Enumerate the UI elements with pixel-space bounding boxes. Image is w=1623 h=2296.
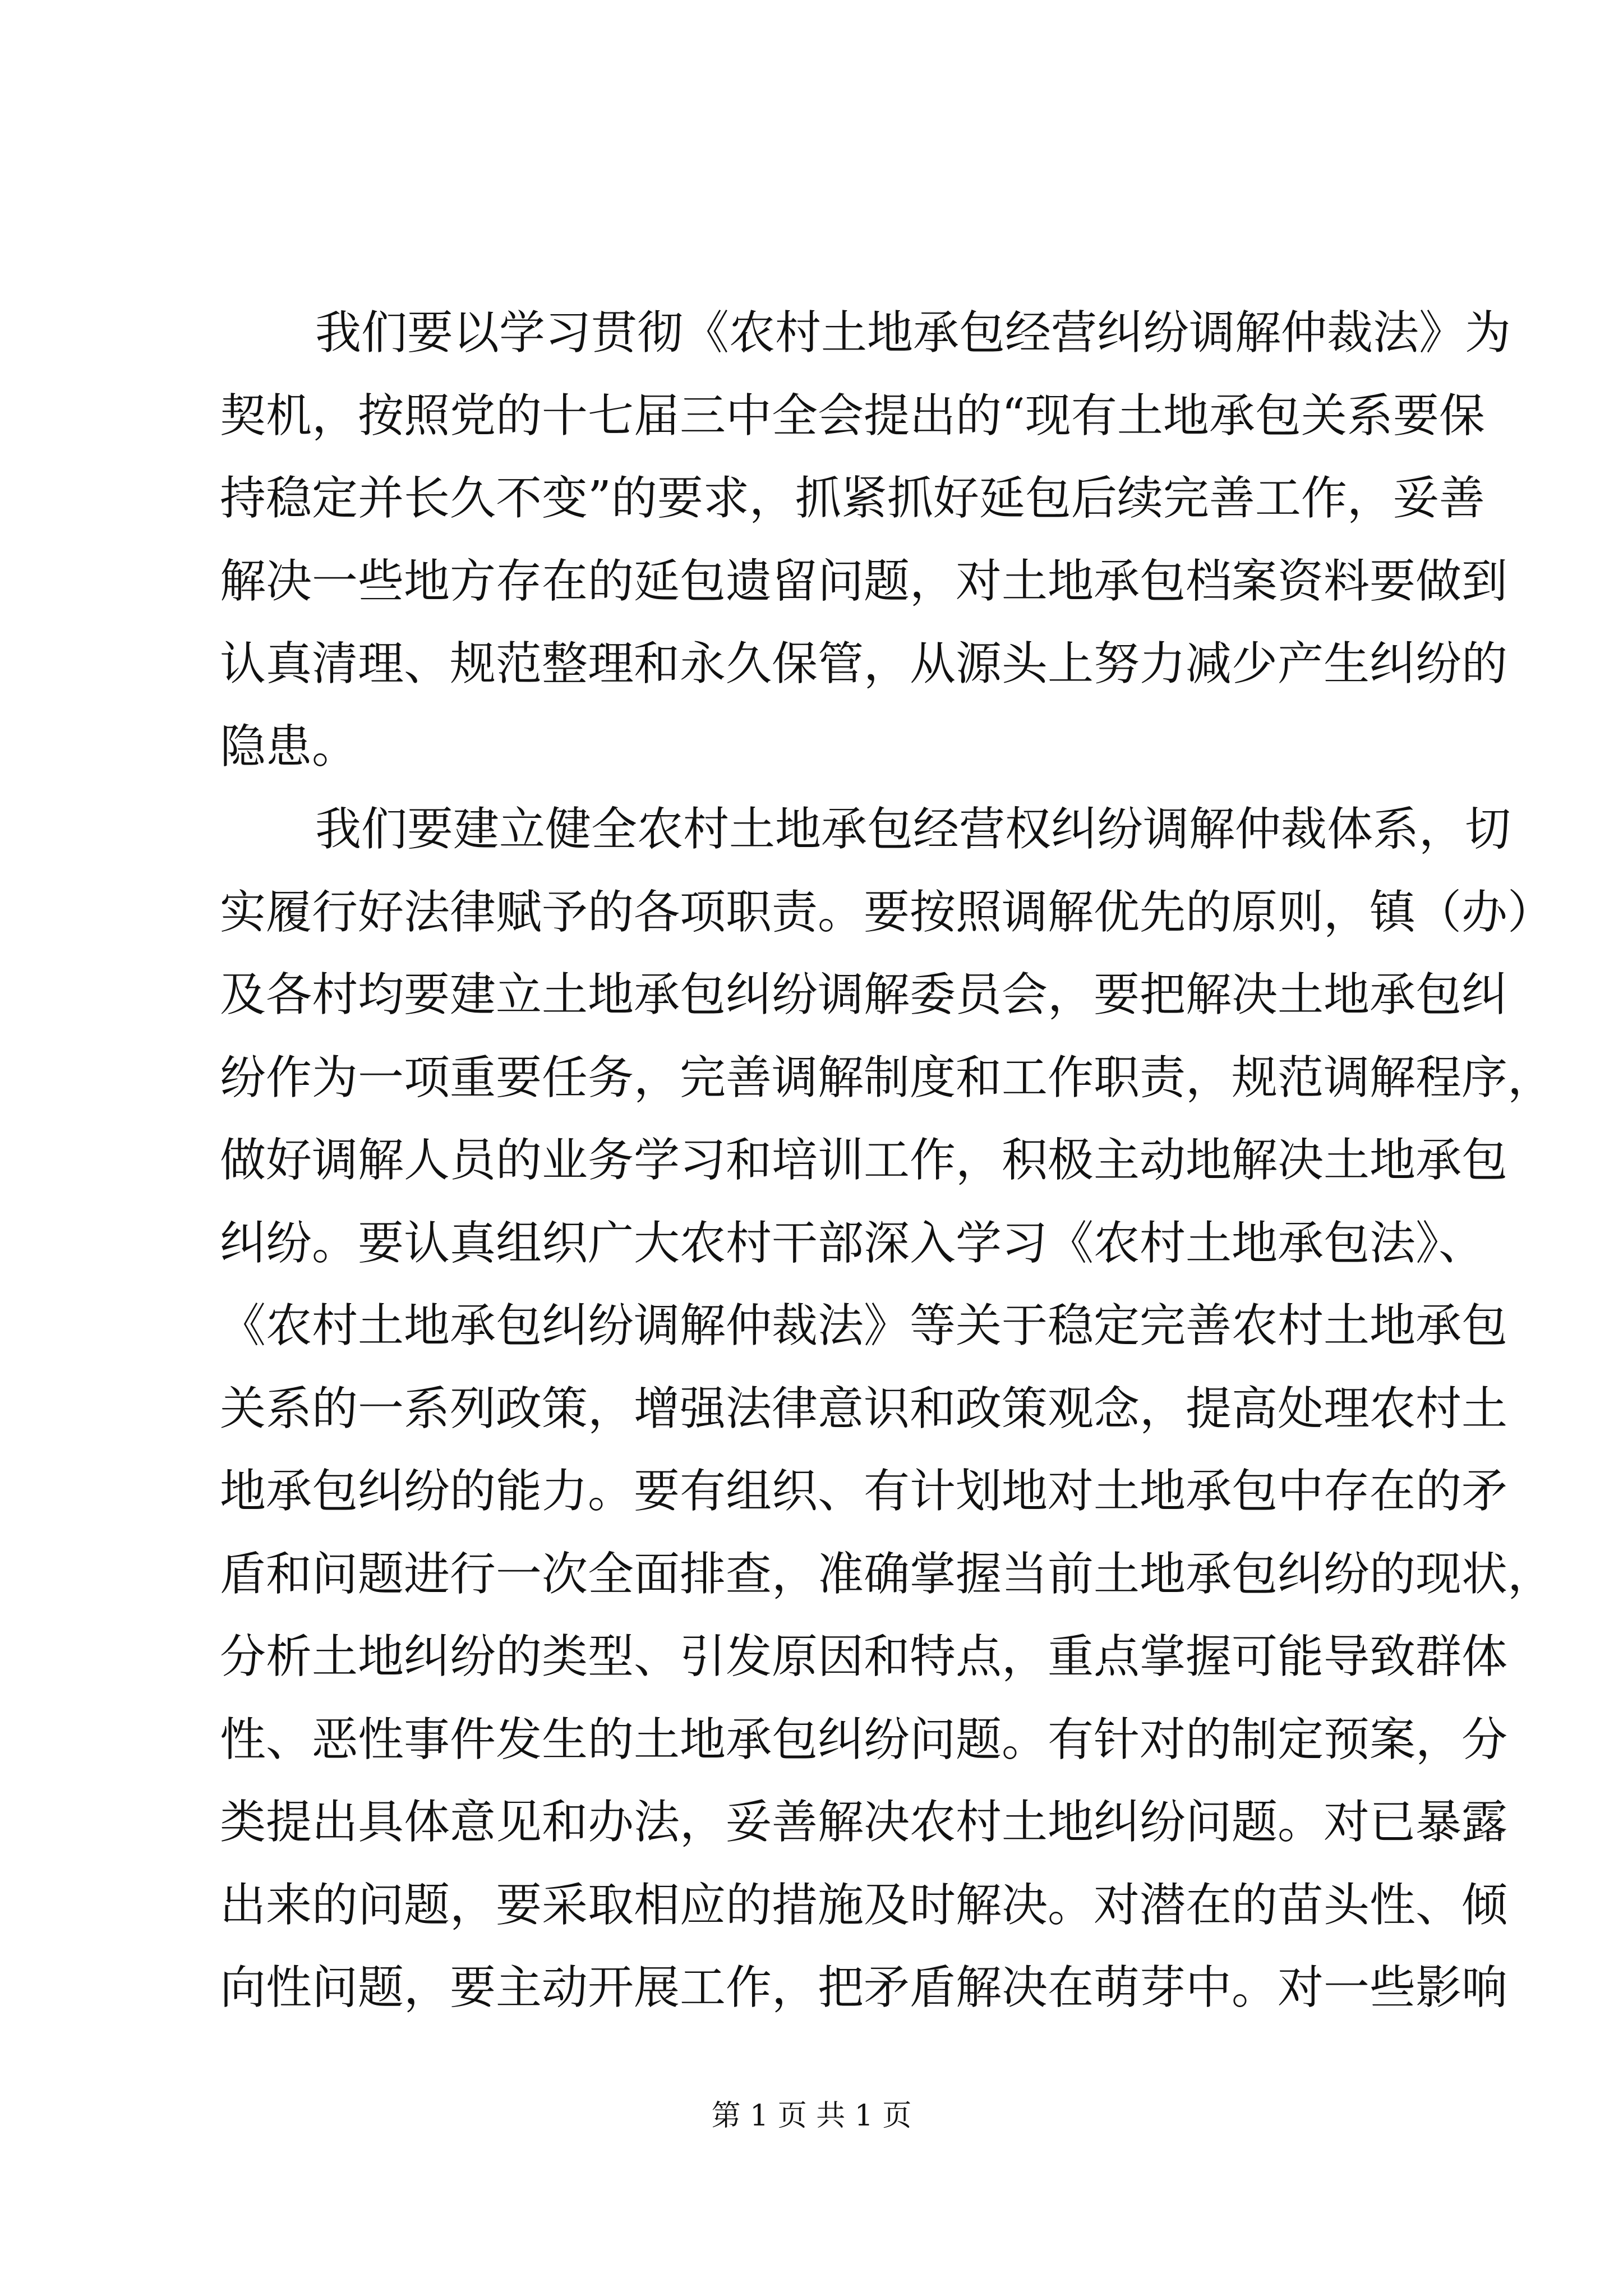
- text-line: 持稳定并长久不变”的要求，抓紧抓好延包后续完善工作，妥善: [220, 472, 1485, 525]
- text-line: 契机，按照党的十七届三中全会提出的“现有土地承包关系要保: [220, 389, 1485, 443]
- text-line: 我们要以学习贯彻《农村土地承包经营纠纷调解仲裁法》为: [315, 306, 1511, 360]
- text-line: 向性问题，要主动开展工作，把矛盾解决在萌芽中。对一些影响: [220, 1961, 1508, 2014]
- text-line: 纷作为一项重要任务，完善调解制度和工作职责，规范调解程序，: [220, 1051, 1554, 1105]
- text-line: 解决一些地方存在的延包遗留问题，对土地承包档案资料要做到: [220, 554, 1508, 608]
- text-line: 地承包纠纷的能力。要有组织、有计划地对土地承包中存在的矛: [220, 1465, 1508, 1518]
- text-line: 盾和问题进行一次全面排查，准确掌握当前土地承包纠纷的现状，: [220, 1547, 1554, 1601]
- page-footer: 第 1 页 共 1 页: [711, 2099, 912, 2133]
- document-body: [220, 292, 1554, 2030]
- text-line: 隐患。: [220, 720, 358, 774]
- text-line: 分析土地纠纷的类型、引发原因和特点，重点掌握可能导致群体: [220, 1630, 1508, 1683]
- text-line: 实履行好法律赋予的各项职责。要按照调解优先的原则，镇（办）: [220, 885, 1554, 939]
- text-line: 类提出具体意见和办法，妥善解决农村土地纠纷问题。对已暴露: [220, 1796, 1508, 1849]
- text-line: 出来的问题，要采取相应的措施及时解决。对潜在的苗头性、倾: [220, 1878, 1508, 1932]
- text-line: 纠纷。要认真组织广大农村干部深入学习《农村土地承包法》、: [220, 1216, 1485, 1270]
- text-line: 及各村均要建立土地承包纠纷调解委员会，要把解决土地承包纠: [220, 968, 1508, 1022]
- text-line: 《农村土地承包纠纷调解仲裁法》等关于稳定完善农村土地承包: [220, 1299, 1508, 1352]
- text-line: 关系的一系列政策，增强法律意识和政策观念，提高处理农村土: [220, 1382, 1508, 1435]
- text-line: 认真清理、规范整理和永久保管，从源头上努力减少产生纠纷的: [220, 637, 1508, 691]
- text-line: 做好调解人员的业务学习和培训工作，积极主动地解决土地承包: [220, 1134, 1508, 1187]
- text-line: 我们要建立健全农村土地承包经营权纠纷调解仲裁体系，切: [315, 803, 1511, 856]
- text-line: 性、恶性事件发生的土地承包纠纷问题。有针对的制定预案，分: [220, 1713, 1508, 1766]
